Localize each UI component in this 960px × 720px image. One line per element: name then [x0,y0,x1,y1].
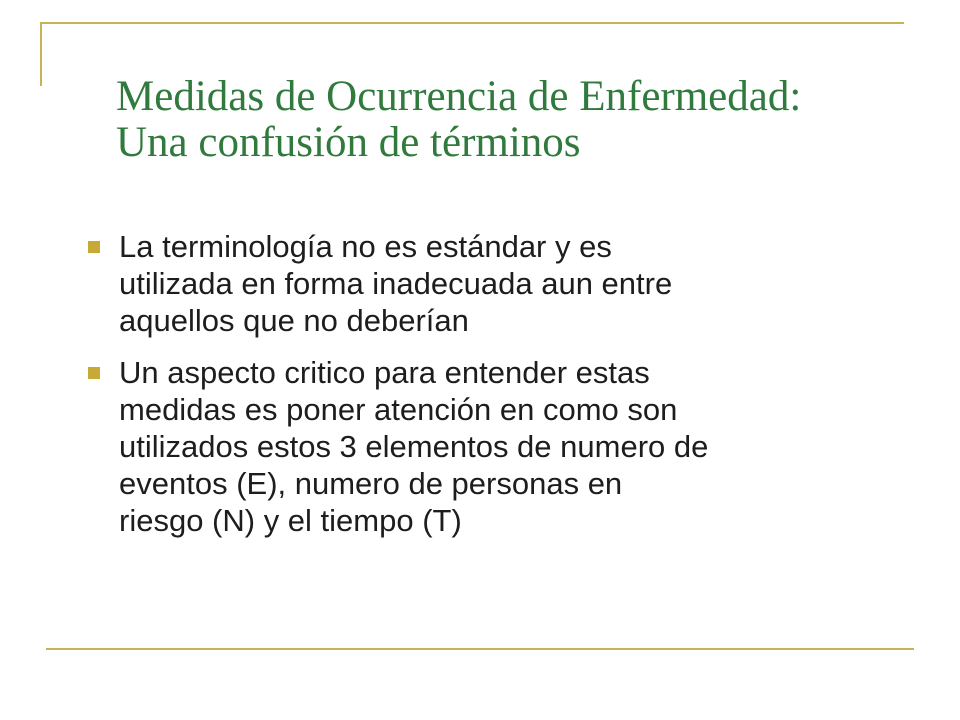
bullet-text-line: aquellos que no deberían [119,303,469,339]
square-bullet-icon [88,367,100,379]
bottom-decorative-rule [46,648,914,650]
top-decorative-rule [40,22,904,24]
bullet-text-line: La terminología no es estándar y es [119,229,612,264]
bullet-text-line: medidas es poner atención en como son [119,391,678,427]
bullet-list [88,228,918,554]
left-decorative-rule [40,22,42,86]
bullet-text-line: eventos (E), numero de personas en [119,466,623,502]
bullet-item-terminology [88,228,918,340]
bullet-text-line: utilizada en forma inadecuada aun entre [119,266,673,302]
slide-title [116,74,946,167]
title-line-1: Medidas de Ocurrencia de Enfermedad: [116,73,802,120]
bullet-text-line: riesgo (N) y el tiempo (T) [119,503,462,539]
bullet-text-line: utilizados estos 3 elementos de numero de [119,428,709,464]
square-bullet-icon [88,241,100,253]
title-line-2: Una confusión de términos [116,119,581,167]
bullet-text-line: Un aspecto critico para entender estas [119,354,650,390]
bullet-item-critical-aspect [88,354,918,540]
